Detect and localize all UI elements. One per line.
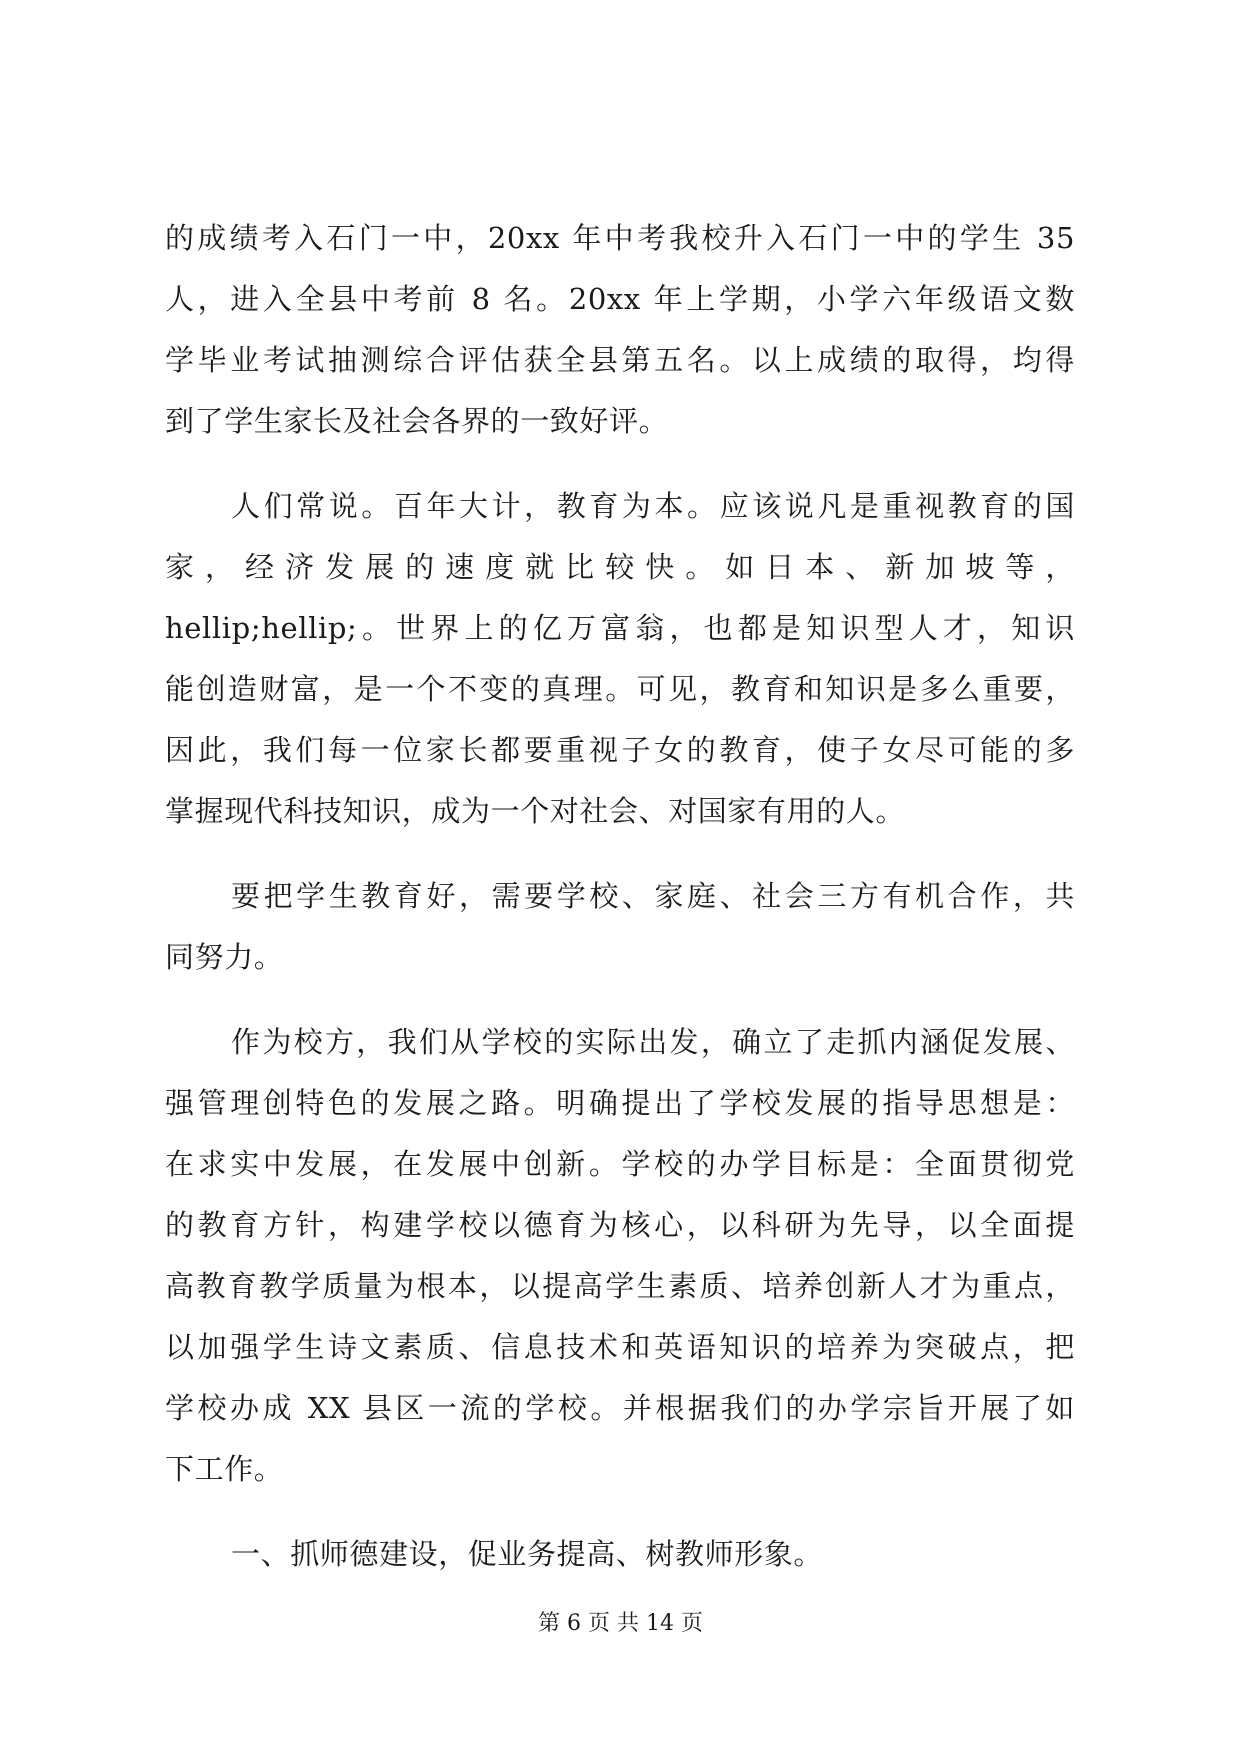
text-line: 强管理创特色的发展之路。明确提出了学校发展的指导思想是： bbox=[165, 1086, 1075, 1120]
text-line: hellip;hellip;。世界上的亿万富翁，也都是知识型人才，知识 bbox=[165, 611, 1075, 645]
text-line: 人们常说。百年大计，教育为本。应该说凡是重视教育的国 bbox=[231, 489, 1075, 523]
text-line: 学校办成 XX 县区一流的学校。并根据我们的办学宗旨开展了如 bbox=[165, 1391, 1075, 1425]
text-line: 的成绩考入石门一中，20xx 年中考我校升入石门一中的学生 35 bbox=[165, 221, 1075, 255]
document-body bbox=[165, 208, 1075, 1585]
text-line: 同努力。 bbox=[165, 940, 284, 974]
text-line: 高教育教学质量为根本，以提高学生素质、培养创新人才为重点， bbox=[165, 1269, 1075, 1303]
text-line: 的教育方针，构建学校以德育为核心，以科研为先导，以全面提 bbox=[165, 1208, 1075, 1242]
text-line: 家，经济发展的速度就比较快。如日本、新加坡等， bbox=[165, 550, 1075, 584]
paragraph bbox=[165, 866, 1075, 988]
paragraph bbox=[165, 208, 1075, 452]
text-line: 下工作。 bbox=[165, 1452, 284, 1486]
text-line: 人，进入全县中考前 8 名。20xx 年上学期，小学六年级语文数 bbox=[165, 282, 1075, 316]
text-line: 能创造财富，是一个不变的真理。可见，教育和知识是多么重要， bbox=[165, 672, 1075, 706]
text-line: 作为校方，我们从学校的实际出发，确立了走抓内涵促发展、 bbox=[231, 1025, 1075, 1059]
text-line: 掌握现代科技知识，成为一个对社会、对国家有用的人。 bbox=[165, 794, 906, 828]
text-line: 学毕业考试抽测综合评估获全县第五名。以上成绩的取得，均得 bbox=[165, 343, 1075, 377]
text-line: 在求实中发展，在发展中创新。学校的办学目标是：全面贯彻党 bbox=[165, 1147, 1075, 1181]
text-line: 因此，我们每一位家长都要重视子女的教育，使子女尽可能的多 bbox=[165, 733, 1075, 767]
paragraph bbox=[165, 476, 1075, 842]
text-line: 到了学生家长及社会各界的一致好评。 bbox=[165, 404, 669, 438]
text-line: 要把学生教育好，需要学校、家庭、社会三方有机合作，共 bbox=[231, 879, 1075, 913]
paragraph bbox=[165, 1012, 1075, 1500]
text-line: 以加强学生诗文素质、信息技术和英语知识的培养为突破点，把 bbox=[165, 1330, 1075, 1364]
page-number: 第 6 页 共 14 页 bbox=[538, 1611, 703, 1636]
text-line: 一、抓师德建设，促业务提高、树教师形象。 bbox=[231, 1537, 824, 1571]
section-heading bbox=[165, 1524, 1075, 1585]
